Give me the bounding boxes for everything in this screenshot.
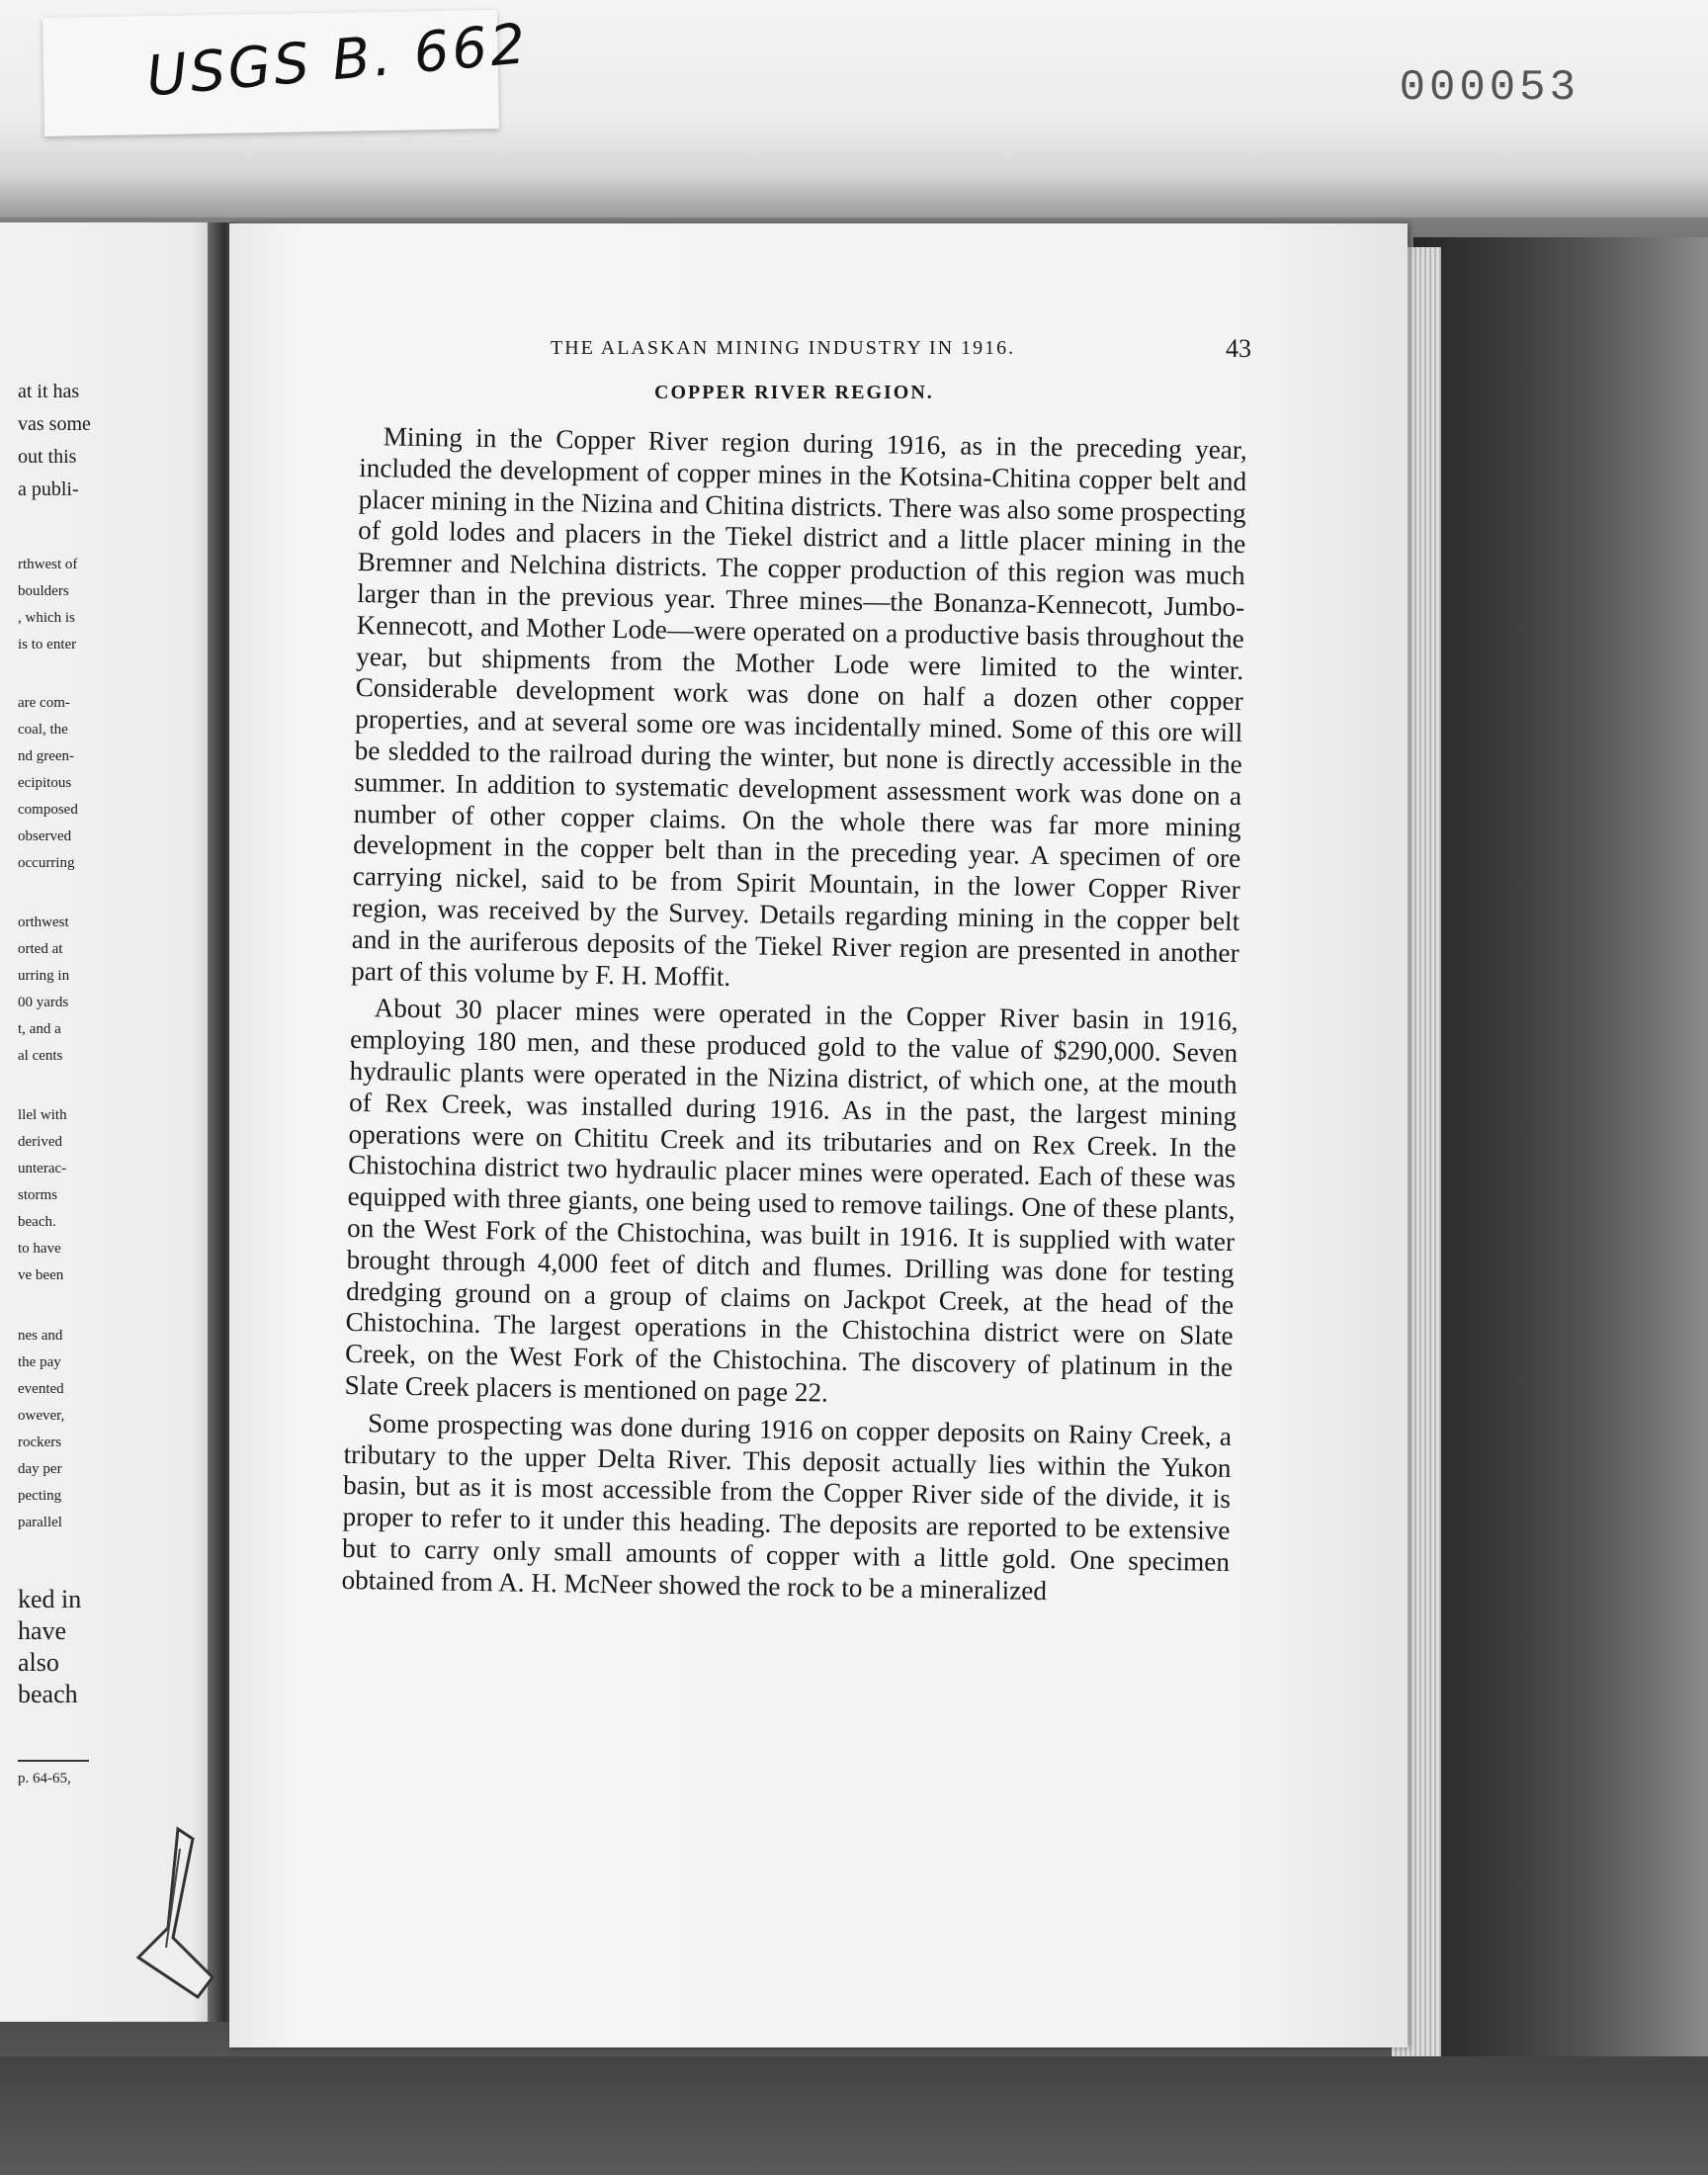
left-page-fragment: have <box>18 1616 67 1645</box>
left-page-fragment: beach <box>18 1680 78 1708</box>
left-page-fragment: orted at <box>18 941 63 957</box>
page-number: 43 <box>1226 334 1251 363</box>
footnote-rule <box>18 1760 89 1762</box>
left-page-fragment: unterac- <box>18 1161 67 1176</box>
left-page-fragment: composed <box>18 802 78 818</box>
left-page-fragment: observed <box>18 828 72 844</box>
left-page-fragment: out this <box>18 446 77 468</box>
handwritten-label <box>43 10 532 136</box>
left-page-fragment: vas some <box>18 413 91 435</box>
left-page-fragment: nd green- <box>18 748 75 764</box>
left-page-fragment: boulders <box>18 583 69 599</box>
left-page-fragment: owever, <box>18 1408 65 1424</box>
left-page-fragment: day per <box>18 1461 62 1477</box>
left-page <box>0 222 225 2022</box>
left-page-fragment: rockers <box>18 1435 62 1450</box>
left-page-fragment: ve been <box>18 1267 64 1283</box>
paragraph: Mining in the Copper River region during 1916, as in the preceding year, included the development of copper mines in the Kotsina-Chitina copper belt and placer mining in the Nizina and Chitina districts. There was also some prospecting of gold lodes and placers in the Tiekel district and a little placer mining in the Bremner and Nelchina districts. The copper production of this region was much larger than in the previous year. Three mines—the Bonanza-Kennecott, Jumbo-Kennecott, and Mother Lode—were operated on a productive basis throughout the year, but shipments from the Mother Lode were limited to the winter. Considerable development work was done on half a dozen other copper properties, and at several some ore was incidentally mined. Some of this ore will be sledded to the railroad during the winter, but none is directly accessible in the summer. In addition to systematic development assessment work was done on a number of other copper claims. On the whole there was far more mining development in the copper belt than in the preceding year. A specimen of ore carrying nickel, said to be from Spirit Mountain, in the lower Copper River region, was received by the Survey. Details regarding mining in the copper belt and in the auriferous deposits of the Tiekel River region are presented in another part of this volume by F. H. Moffit. <box>351 421 1247 992</box>
binding-clip <box>119 1819 247 2007</box>
left-page-fragment: a publi- <box>18 478 79 500</box>
left-page-fragment: ecipitous <box>18 775 72 791</box>
left-page-fragment: ked in <box>18 1585 82 1613</box>
left-page-fragment: evented <box>18 1381 64 1397</box>
left-page-fragment: t, and a <box>18 1021 61 1037</box>
paragraph: Some prospecting was done during 1916 on copper deposits on Rainy Creek, a tributary to the upper Delta River. This deposit actually lies within the Yukon basin, but as it is most accessible from the Copper River side of the divide, it is proper to refer to it under this heading. The deposits are reported to be extensive but to carry only small amounts of copper with a little gold. One specimen obtained from A. H. McNeer showed the rock to be a mineralized <box>341 1407 1233 1606</box>
left-page-fragment: al cents <box>18 1048 63 1064</box>
handwritten-label-text: USGS B. 662 <box>143 12 532 110</box>
running-head: THE ALASKAN MINING INDUSTRY IN 1916. <box>551 337 1016 359</box>
section-title: COPPER RIVER REGION. <box>654 382 934 403</box>
paragraph: About 30 placer mines were operated in the Copper River basin in 1916, employing 180 men, and these produced gold to the value of $290,000. Seven hydraulic plants were operated in the Nizina district, of which one, at the mouth of Rex Creek, was installed during 1916. As in the past, the largest mining operations were on Chititu Creek and its tributaries and on Rex Creek. In the Chistochina district two hydraulic placer mines were operated. Each of these was equipped with three giants, one being used to remove tailings. One of these plants, on the West Fork of the Chistochina, was built in 1916. It is supplied with water brought through 4,000 feet of ditch and flumes. Drilling was done for testing dredging ground on a group of claims on Jackpot Creek, at the head of the Chistochina. The largest operations in the Chistochina district were on Slate Creek, on the West Fork of the Chistochina. The discovery of platinum in the Slate Creek placers is mentioned on page 22. <box>344 993 1238 1408</box>
left-page-fragment: storms <box>18 1187 58 1203</box>
stamp-number: 000053 <box>1399 63 1580 113</box>
left-page-fragment: coal, the <box>18 722 68 738</box>
document-page <box>229 223 1408 2047</box>
background-surface <box>0 2056 1708 2175</box>
left-page-fragment: , which is <box>18 610 75 626</box>
left-page-fragment: at it has <box>18 381 80 402</box>
left-page-fragment: beach. <box>18 1214 56 1230</box>
left-page-fragment: derived <box>18 1134 62 1150</box>
left-page-fragment: pecting <box>18 1488 62 1504</box>
left-page-fragment: urring in <box>18 968 70 984</box>
left-page-fragment: also <box>18 1648 59 1677</box>
left-page-fragment: parallel <box>18 1515 62 1530</box>
left-page-fragment: the pay <box>18 1354 61 1370</box>
left-page-fragment: nes and <box>18 1328 63 1344</box>
left-page-fragment: orthwest <box>18 914 69 930</box>
left-page-fragment: are com- <box>18 695 70 711</box>
left-page-fragment: rthwest of <box>18 557 78 572</box>
left-page-fragment: is to enter <box>18 637 77 652</box>
left-page-footnote: p. 64-65, <box>18 1771 71 1786</box>
left-page-fragment: llel with <box>18 1107 67 1123</box>
background-shadow <box>1413 237 1708 2096</box>
left-page-fragment: to have <box>18 1241 61 1257</box>
left-page-fragment: 00 yards <box>18 995 69 1010</box>
body-text <box>341 421 1247 1615</box>
left-page-fragment: occurring <box>18 855 75 871</box>
